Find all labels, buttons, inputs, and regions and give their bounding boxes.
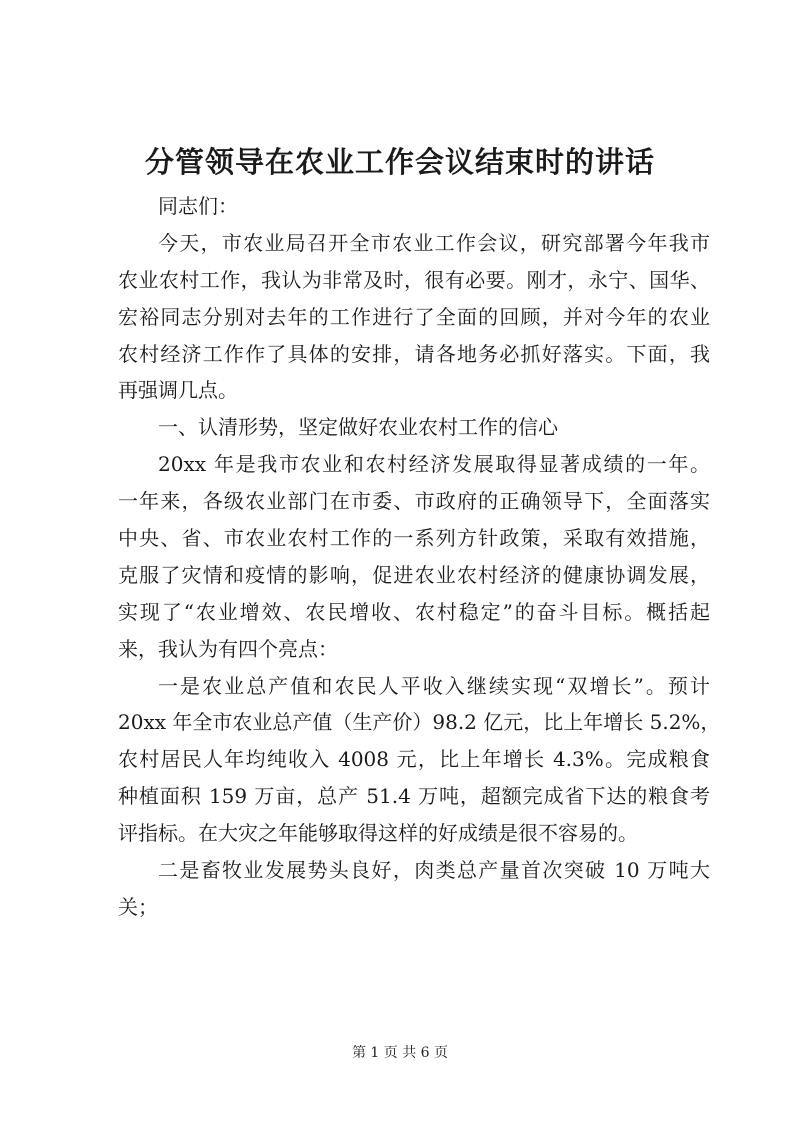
text-line: 种植面积 159 万亩，总产 51.4 万吨，超额完成省下达的粮食考 — [118, 784, 710, 809]
text-line: 宏裕同志分别对去年的工作进行了全面的回顾，并对今年的农业 — [118, 304, 710, 329]
text-line: 今天，市农业局召开全市农业工作会议，研究部署今年我市 — [158, 230, 710, 255]
text-line: 实现了“农业增效、农民增收、农村稳定”的奋斗目标。概括起 — [118, 599, 710, 624]
text-line: 评指标。在大灾之年能够取得这样的好成绩是很不容易的。 — [118, 821, 638, 846]
text-line: 一、认清形势，坚定做好农业农村工作的信心 — [158, 415, 558, 440]
text-line: 一年来，各级农业部门在市委、市政府的正确领导下，全面落实 — [118, 489, 710, 514]
document-body — [118, 188, 721, 926]
text-line: 来，我认为有四个亮点： — [118, 636, 338, 661]
text-line: 20xx 年全市农业总产值（生产价）98.2 亿元，比上年增长 5.2%， — [118, 710, 721, 735]
text-line: 中央、省、市农业农村工作的一系列方针政策，采取有效措施， — [118, 526, 710, 551]
text-line: 农村居民人年均纯收入 4008 元，比上年增长 4.3%。完成粮食 — [118, 747, 710, 772]
text-line: 再强调几点。 — [118, 378, 238, 403]
page-footer: 第 1 页 共 6 页 — [351, 1045, 449, 1061]
text-line: 农业农村工作，我认为非常及时，很有必要。刚才，永宁、国华、 — [118, 267, 710, 292]
text-line: 一是农业总产值和农民人平收入继续实现“双增长”。预计 — [158, 673, 710, 698]
text-line: 同志们： — [158, 194, 238, 218]
text-line: 克服了灾情和疫情的影响，促进农业农村经济的健康协调发展， — [118, 562, 710, 587]
text-line: 农村经济工作作了具体的安排，请各地务必抓好落实。下面，我 — [118, 341, 710, 366]
text-line: 关； — [118, 894, 158, 919]
text-line: 二是畜牧业发展势头良好，肉类总产量首次突破 10 万吨大 — [158, 858, 710, 883]
document-title: 分管领导在农业工作会议结束时的讲话 — [144, 145, 655, 179]
text-line: 20xx 年是我市农业和农村经济发展取得显著成绩的一年。 — [158, 452, 710, 477]
